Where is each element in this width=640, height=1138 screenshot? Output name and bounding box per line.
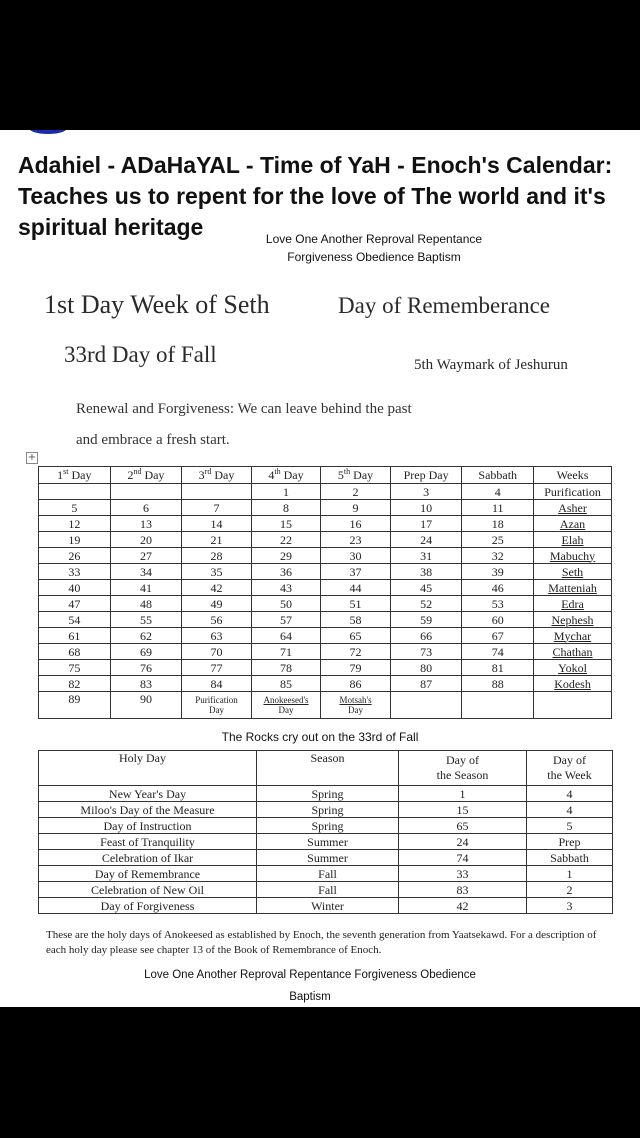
special-day-cell: Anokeesed's Day [251,692,321,719]
renewal-text [76,394,556,456]
day-cell: 27 [110,548,182,564]
day-cell: 60 [462,612,534,628]
day-cell: 31 [390,548,462,564]
day-cell: 35 [182,564,252,580]
week-name-cell: Azan [534,516,612,532]
holy-day-row [39,834,613,850]
calendar-row [39,580,612,596]
remembrance-label: Day of Rememberance [338,293,551,318]
holy-day-week-cell: 3 [527,898,613,914]
banner-line: Love One Another Reproval Repentance [265,232,483,246]
holy-day-season-cell: 42 [399,898,527,914]
footer-line: Baptism [289,991,331,1003]
calendar-row [39,500,612,516]
day-cell: 57 [251,612,321,628]
day-cell: 2 [321,484,391,500]
calendar-row [39,628,612,644]
week-name-cell: Matteniah [534,580,612,596]
holy-day-season-cell: 15 [399,802,527,818]
holy-day-season-cell: 1 [399,786,527,802]
day-cell: 59 [390,612,462,628]
holy-days-table [38,750,613,914]
day-cell: 64 [251,628,321,644]
day-cell: 65 [321,628,391,644]
day-cell: 28 [182,548,252,564]
calendar-column-header: 4th Day [251,467,321,484]
day-cell: 7 [182,500,252,516]
day-cell: 38 [390,564,462,580]
holy-season-cell: Fall [257,866,399,882]
day-cell [182,484,252,500]
calendar-row [39,548,612,564]
holy-season-cell: Summer [257,850,399,866]
day-cell: 1 [251,484,321,500]
day-cell: 47 [39,596,111,612]
table-move-handle-icon[interactable]: + [27,452,37,463]
day-cell: 61 [39,628,111,644]
holy-days-note: These are the holy days of Anokeesed as established by Enoch, the seventh generation from Yaatsekawd. For a description of each holy day please see chapter 13 of the Book of Remembrance of Enoch. [46,929,597,956]
day-cell: 83 [110,676,182,692]
day-cell: 81 [462,660,534,676]
calendar-column-header: 2nd Day [110,467,182,484]
day-cell: 85 [251,676,321,692]
day-cell: 14 [182,516,252,532]
holy-day-season-cell: 24 [399,834,527,850]
day-cell: 26 [39,548,111,564]
day-cell: 74 [462,644,534,660]
footer-line: Love One Another Reproval Repentance Forgiveness Obedience [144,969,476,981]
special-day-cell: Purification Day [182,692,252,719]
day-cell: 79 [321,660,391,676]
holy-name-cell: Celebration of Ikar [39,850,257,866]
day-cell: 76 [110,660,182,676]
holy-header-row [39,751,613,786]
day-cell: 8 [251,500,321,516]
header-line: the Week [547,768,592,782]
holy-day-season-cell: 74 [399,850,527,866]
calendar-row [39,612,612,628]
week-name-cell: Elah [534,532,612,548]
holy-name-cell: New Year's Day [39,786,257,802]
holy-day-row [39,818,613,834]
week-name-cell: Mabuchy [534,548,612,564]
holy-day-week-cell: 2 [527,882,613,898]
holy-day-week-cell: 5 [527,818,613,834]
holy-name-cell: Miloo's Day of the Measure [39,802,257,818]
empty-cell [534,692,612,719]
day-cell: 75 [39,660,111,676]
day-cell: 89 [39,692,111,719]
week-name-cell: Asher [534,500,612,516]
week-name-cell: Yokol [534,660,612,676]
day-cell: 87 [390,676,462,692]
day-cell: 84 [182,676,252,692]
holy-day-row [39,898,613,914]
holy-day-week-cell: Prep [527,834,613,850]
holy-season-cell: Winter [257,898,399,914]
day-cell: 11 [462,500,534,516]
day-cell: 18 [462,516,534,532]
day-cell: 15 [251,516,321,532]
day-cell: 10 [390,500,462,516]
day-cell: 41 [110,580,182,596]
day-of-week-header [527,751,613,786]
calendar-column-header: Weeks [534,467,612,484]
holy-name-cell: Feast of Tranquility [39,834,257,850]
day-cell: 72 [321,644,391,660]
calendar-table [38,466,612,719]
day-cell: 33 [39,564,111,580]
fall-day-label: 33rd Day of Fall [64,342,217,367]
holy-day-season-cell: 65 [399,818,527,834]
day-cell: 45 [390,580,462,596]
week-name-cell: Seth [534,564,612,580]
holy-season-cell: Spring [257,802,399,818]
holy-day-row [39,786,613,802]
calendar-row [39,644,612,660]
day-cell: 78 [251,660,321,676]
week-name-cell: Edra [534,596,612,612]
day-cell: 20 [110,532,182,548]
day-cell: 67 [462,628,534,644]
holy-season-cell: Spring [257,818,399,834]
day-cell: 5 [39,500,111,516]
rocks-caption: The Rocks cry out on the 33rd of Fall [221,730,419,744]
calendar-row [39,596,612,612]
holy-name-cell: Day of Remembrance [39,866,257,882]
day-cell: 82 [39,676,111,692]
header-line: Day of [446,753,479,767]
day-cell: 73 [390,644,462,660]
holy-name-cell: Day of Forgiveness [39,898,257,914]
day-cell: 52 [390,596,462,612]
day-cell: 86 [321,676,391,692]
day-cell: 40 [39,580,111,596]
calendar-column-header: Sabbath [462,467,534,484]
header-line: the Season [436,768,489,782]
day-cell: 49 [182,596,252,612]
day-cell: 70 [182,644,252,660]
day-cell: 50 [251,596,321,612]
day-cell [110,484,182,500]
day-cell: 43 [251,580,321,596]
bottom-black-bar [0,1007,640,1138]
week-name-cell: Purification [534,484,612,500]
day-cell: 25 [462,532,534,548]
renewal-line: Renewal and Forgiveness: We can leave behind the past [76,401,412,417]
season-header: Season [257,751,399,786]
week-name-cell: Kodesh [534,676,612,692]
calendar-row [39,660,612,676]
day-cell: 66 [390,628,462,644]
waymark-label: 5th Waymark of Jeshurun [414,357,568,373]
calendar-column-header: 1st Day [39,467,111,484]
day-cell: 37 [321,564,391,580]
day-cell: 30 [321,548,391,564]
calendar-column-header: 5th Day [321,467,391,484]
day-cell: 62 [110,628,182,644]
day-cell: 12 [39,516,111,532]
day-cell: 46 [462,580,534,596]
special-day-cell: Motsah's Day [321,692,391,719]
calendar-row [39,692,612,719]
calendar-row [39,564,612,580]
calendar-row [39,516,612,532]
day-cell: 3 [390,484,462,500]
holy-day-week-cell: 1 [527,866,613,882]
holy-day-week-cell: 4 [527,786,613,802]
holy-day-row [39,866,613,882]
day-cell: 4 [462,484,534,500]
header-line: Day of [553,753,586,767]
day-cell: 80 [390,660,462,676]
holy-day-header: Holy Day [39,751,257,786]
day-cell: 6 [110,500,182,516]
day-cell: 53 [462,596,534,612]
holy-day-row [39,850,613,866]
virtues-banner [254,230,494,266]
holy-season-cell: Fall [257,882,399,898]
day-cell: 56 [182,612,252,628]
day-cell: 36 [251,564,321,580]
day-cell: 21 [182,532,252,548]
holy-day-season-cell: 33 [399,866,527,882]
day-cell: 17 [390,516,462,532]
holy-day-row [39,802,613,818]
day-cell: 77 [182,660,252,676]
empty-cell [462,692,534,719]
holy-name-cell: Celebration of New Oil [39,882,257,898]
day-cell: 19 [39,532,111,548]
day-cell: 48 [110,596,182,612]
holy-season-cell: Spring [257,786,399,802]
calendar-row [39,532,612,548]
document-page [0,130,640,1007]
renewal-line: and embrace a fresh start. [76,432,230,448]
holy-name-cell: Day of Instruction [39,818,257,834]
day-cell: 13 [110,516,182,532]
day-cell: 34 [110,564,182,580]
calendar-column-header: Prep Day [390,467,462,484]
day-cell: 54 [39,612,111,628]
day-cell: 9 [321,500,391,516]
day-of-season-header [399,751,527,786]
day-cell: 63 [182,628,252,644]
footer-virtues [130,964,490,1007]
blue-mark [30,130,66,134]
day-cell: 22 [251,532,321,548]
calendar-column-header: 3rd Day [182,467,252,484]
holy-day-season-cell: 83 [399,882,527,898]
calendar-row [39,676,612,692]
week-name-cell: Nephesh [534,612,612,628]
week-label: 1st Day Week of Seth [44,290,270,319]
calendar-header-row [39,467,612,484]
day-cell: 39 [462,564,534,580]
day-cell: 29 [251,548,321,564]
title-line: spiritual heritage [18,214,204,240]
day-cell: 55 [110,612,182,628]
empty-cell [390,692,462,719]
week-name-cell: Mychar [534,628,612,644]
day-cell: 51 [321,596,391,612]
title-line: Adahiel - ADaHaYAL - Time of YaH - Enoch's Calendar: [18,152,613,178]
day-cell: 88 [462,676,534,692]
day-cell: 23 [321,532,391,548]
day-cell: 58 [321,612,391,628]
day-cell: 16 [321,516,391,532]
day-cell: 68 [39,644,111,660]
day-cell: 90 [110,692,182,719]
week-name-cell: Chathan [534,644,612,660]
top-black-bar [0,0,640,130]
day-cell [39,484,111,500]
day-cell: 32 [462,548,534,564]
calendar-row [39,484,612,500]
day-cell: 71 [251,644,321,660]
banner-line: Forgiveness Obedience Baptism [287,250,461,264]
holy-season-cell: Summer [257,834,399,850]
day-cell: 42 [182,580,252,596]
day-cell: 44 [321,580,391,596]
day-cell: 24 [390,532,462,548]
title-line: Teaches us to repent for the love of The world and it's [18,183,606,209]
holy-day-week-cell: Sabbath [527,850,613,866]
holy-day-row [39,882,613,898]
holy-day-week-cell: 4 [527,802,613,818]
day-cell: 69 [110,644,182,660]
